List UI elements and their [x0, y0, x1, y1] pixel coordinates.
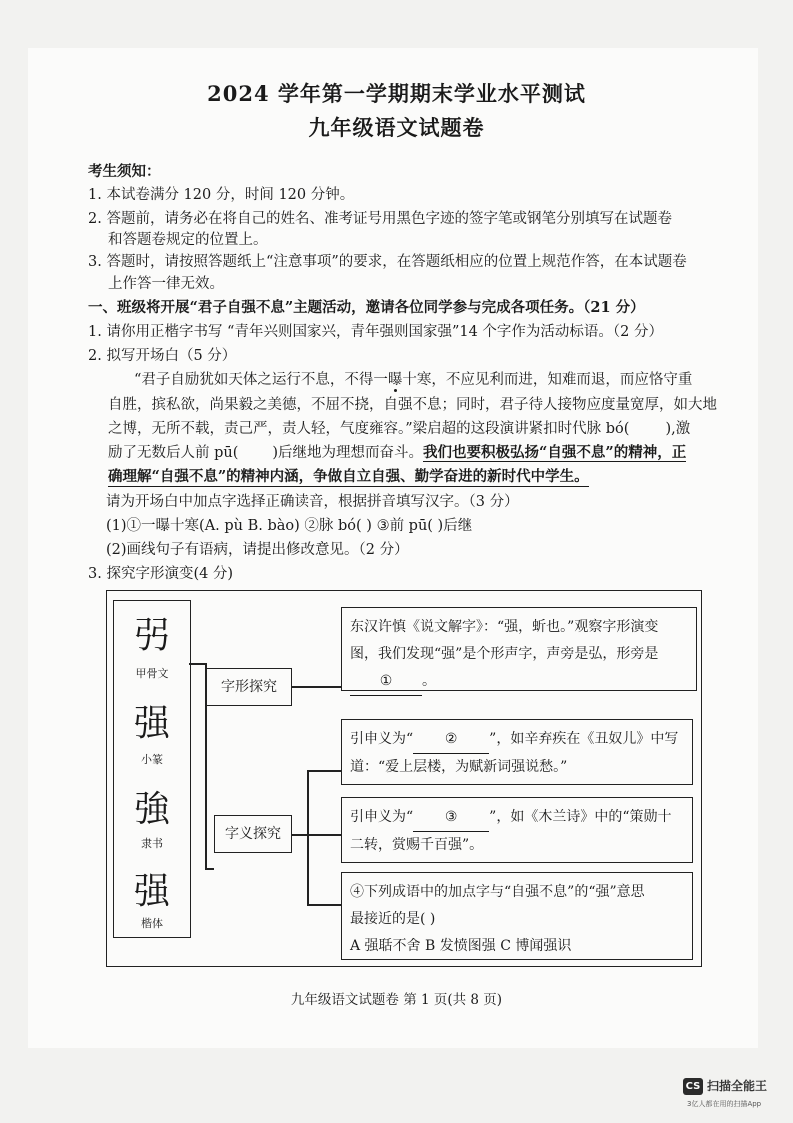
glyph-caption: 楷体 [141, 917, 163, 930]
underlined-sentence: 我们也要积极弘扬“自强不息”的精神，正 [423, 444, 687, 461]
dotted-char: 曝 [387, 372, 403, 388]
subquestion-2: (2)画线句子有语病，请提出修改意见。（2 分） [106, 542, 409, 558]
question-1: 1. 请你用正楷字书写 “青年兴则国家兴，青年强则国家强”14 个字作为活动标语。（2 分） [88, 324, 664, 340]
notice-item-2-cont: 和答题卷规定的位置上。 [108, 232, 268, 248]
exam-subtitle: 九年级语文试题卷 [308, 115, 485, 140]
passage-line-2: 自胜，摈私欲，尚果毅之美德，不屈不挠，自强不息；同时，君子待人接物应度量宽厚，如大地 [108, 397, 717, 413]
box-meaning-4: ④下列成语中的加点字与“自强不息”的“强”意思 最接近的是( ) A 强聒不舍 B 发愤图强 C 博闻强识 [341, 872, 693, 960]
watermark-brand: 扫描全能王 [707, 1079, 768, 1093]
connector [307, 904, 341, 906]
node-meaning-study: 字义探究 [214, 815, 292, 853]
glyph-oracle: 弜 [133, 615, 170, 656]
passage-line-4: 励了无数后人前 pū( )后继地为理想而奋斗。我们也要积极弘扬“自强不息”的精神，正 [108, 444, 687, 461]
notice-item-2: 2. 答题前，请务必在将自己的姓名、准考证号用黑色字迹的签字笔或钢笔分别填写在试题卷 [88, 211, 672, 227]
node-form-study: 字形探究 [206, 668, 292, 706]
passage-line-5: 确理解“自强不息”的精神内涵，争做自立自强、勤学奋进的新时代中学生。 [108, 465, 589, 487]
glyph-seal: 强 [133, 703, 170, 744]
notice-heading: 考生须知： [88, 163, 161, 180]
notice-item-3: 3. 答题时，请按照答题纸上“注意事项”的要求，在答题纸相应的位置上规范作答，在本试题卷 [88, 254, 687, 270]
exam-title: 2024 学年第一学期期末学业水平测试 [207, 81, 586, 106]
section1-heading: 一、班级将开展“君子自强不息”主题活动，邀请各位同学参与完成各项任务。（21 分） [88, 299, 645, 316]
camscanner-logo-icon: CS [683, 1078, 703, 1095]
connector [307, 770, 341, 772]
notice-item-1: 1. 本试卷满分 120 分，时间 120 分钟。 [88, 187, 355, 203]
glyph-caption: 隶书 [141, 837, 163, 850]
connector [205, 868, 214, 870]
connector [307, 770, 309, 904]
box-meaning-2: 引申义为“ ② ”，如辛弃疾在《丑奴儿》中写 道：“爱上层楼，为赋新词强说愁。” [341, 719, 693, 785]
page-footer: 九年级语文试题卷 第 1 页(共 8 页) [290, 992, 503, 1008]
connector [291, 834, 307, 836]
question-3: 3. 探究字形演变(4 分) [88, 566, 234, 582]
notice-item-3-cont: 上作答一律无效。 [108, 276, 224, 292]
passage-line-3: 之博，无所不载，责己严，责人轻，气度雍容。”梁启超的这段演讲紧扣时代脉 bó( ),激 [108, 421, 691, 437]
glyph-caption: 甲骨文 [135, 667, 169, 680]
glyph-clerical: 強 [133, 789, 170, 830]
glyph-column [113, 600, 191, 938]
subquestion-1: (1)①一曝十寒(A. pù B. bào) ②脉 bó( ) ③前 pū( )后继 [106, 518, 473, 534]
glyph-caption: 小篆 [141, 753, 163, 766]
box-form-question: 东汉许慎《说文解字》：“强，蚚也。”观察字形演变 图，我们发现“强”是个形声字，声旁是弘，形旁是 ① 。 [341, 607, 697, 691]
instruction: 请为开场白中加点字选择正确读音，根据拼音填写汉字。（3 分） [106, 494, 519, 510]
question-2: 2. 拟写开场白（5 分） [88, 348, 237, 364]
connector [307, 834, 341, 836]
passage-line-1: “君子自励犹如天体之运行不息，不得一曝十寒，不应见利而进，知难而退，而应恪守重 [134, 372, 693, 388]
watermark-tagline: 3亿人都在用的扫描App [687, 1100, 762, 1108]
glyph-regular: 强 [133, 871, 170, 912]
box-meaning-3: 引申义为“ ③ ”，如《木兰诗》中的“策勋十 二转，赏赐千百强”。 [341, 797, 693, 863]
connector [291, 686, 341, 688]
connector [189, 663, 206, 665]
